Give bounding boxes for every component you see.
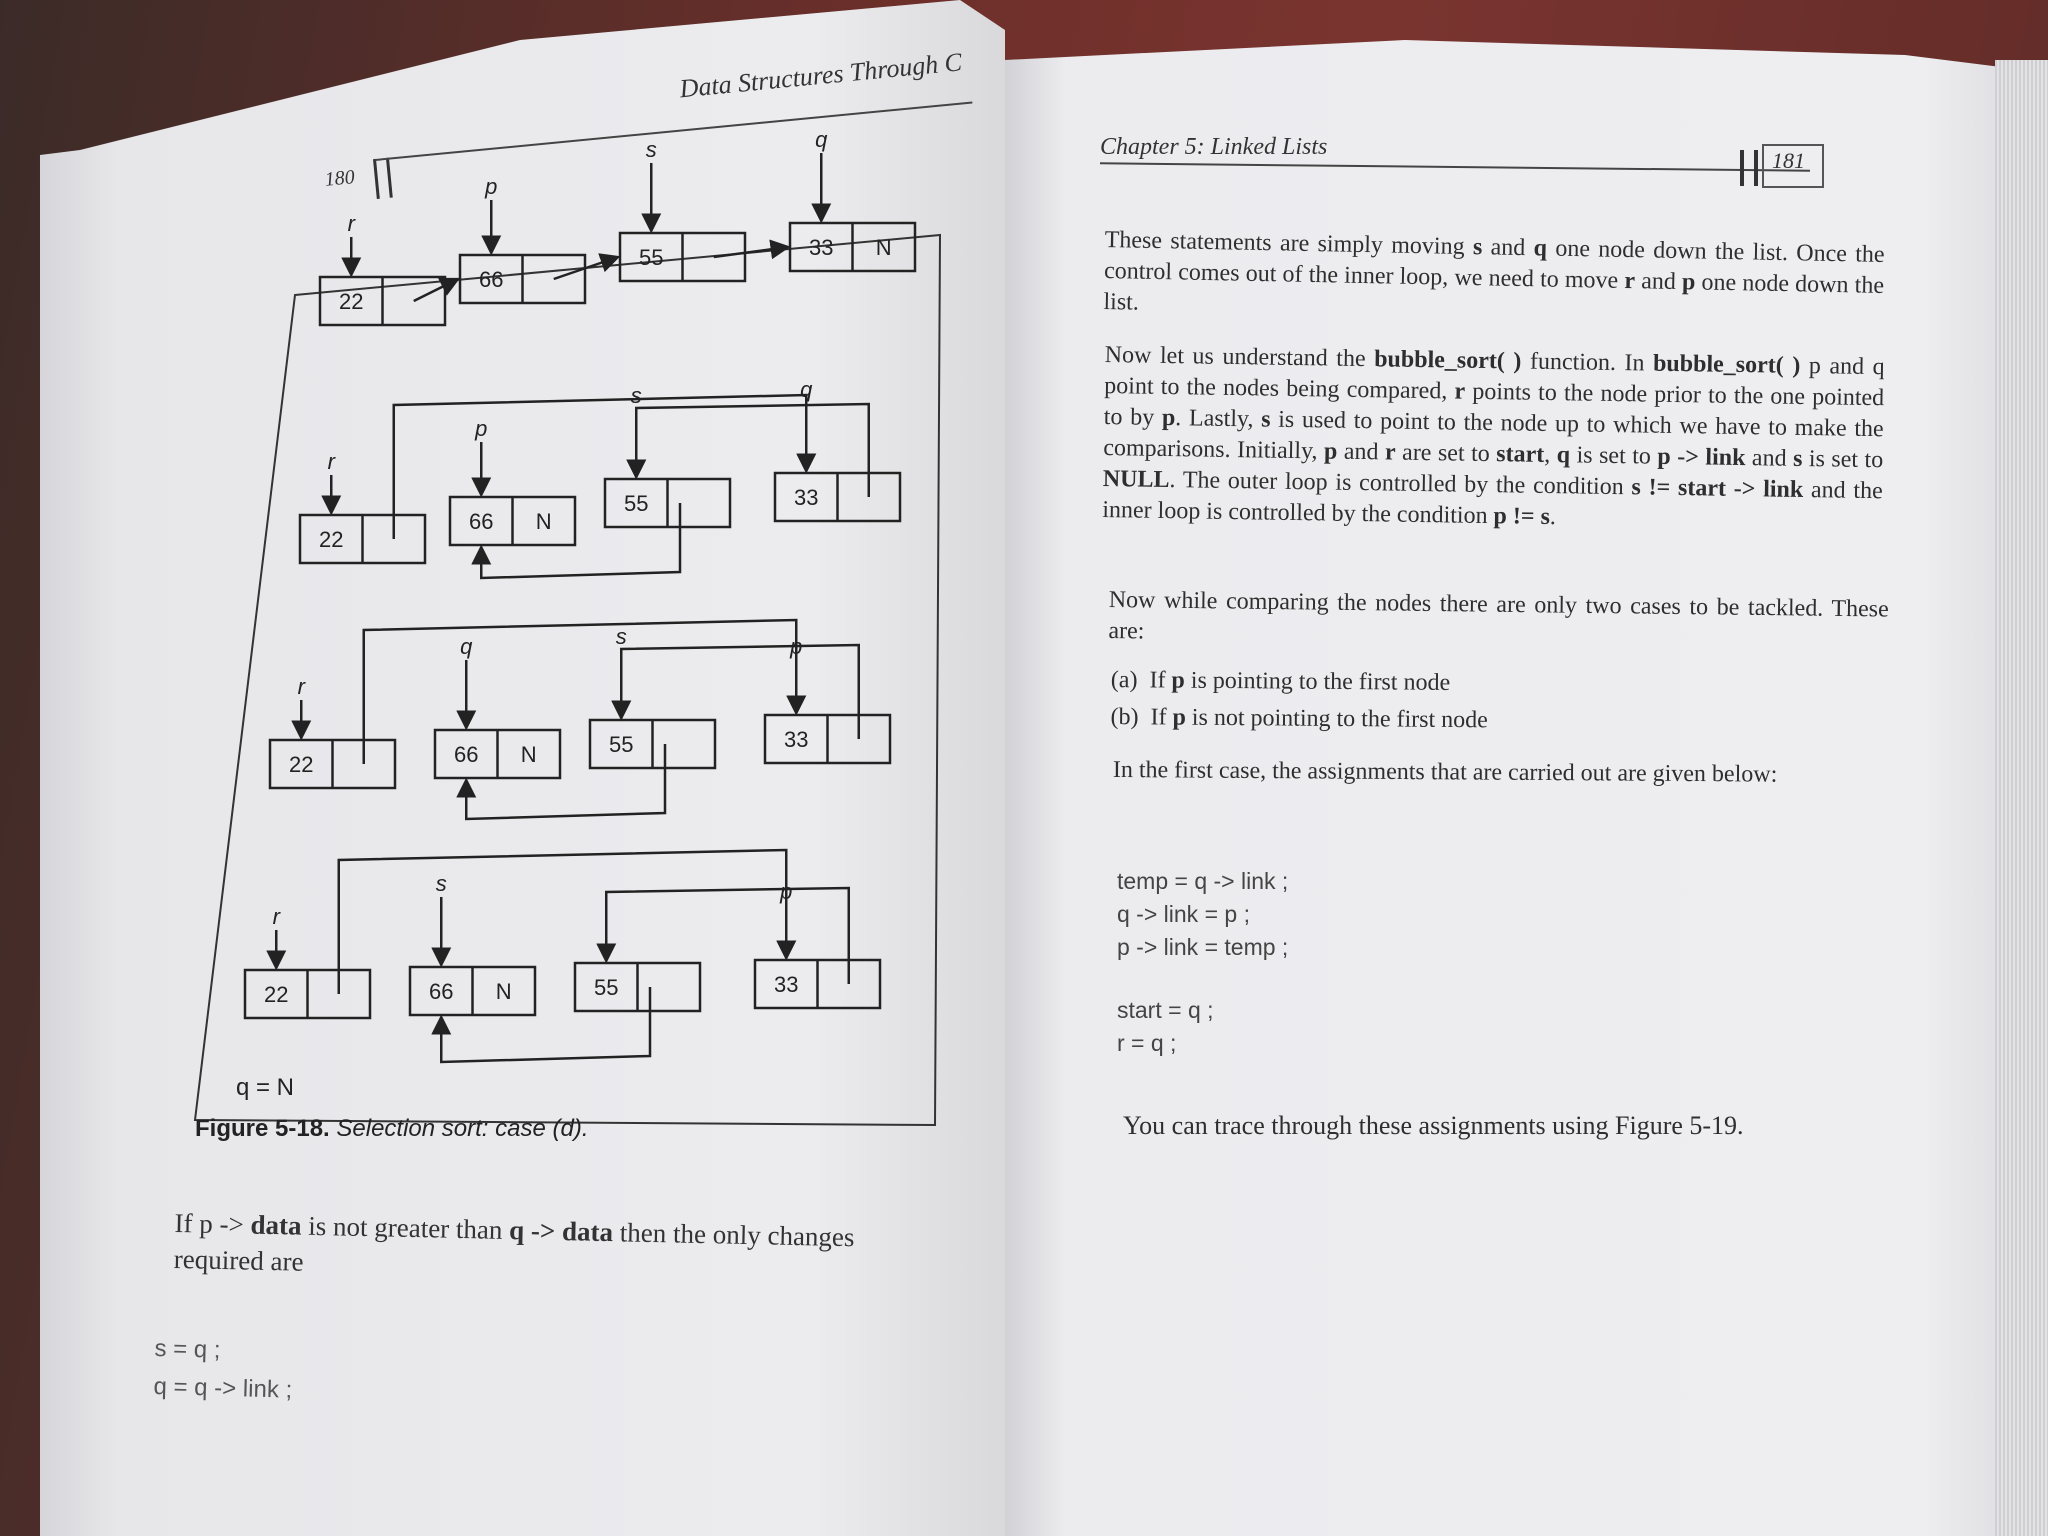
pointer-label-s: s <box>615 624 627 649</box>
text-run-bold: p <box>1161 404 1176 432</box>
code-line: q = q -> link ; <box>153 1372 293 1404</box>
node-value: 55 <box>594 975 619 1000</box>
node-value: 33 <box>809 235 834 260</box>
link-arrow <box>339 850 787 994</box>
text-run: Now let us understand the <box>1104 341 1375 373</box>
text-run: and <box>1634 268 1683 296</box>
pointer-label-q: q <box>800 377 813 402</box>
pointer-label-s: s <box>645 137 657 162</box>
left-page-number: 180 <box>323 166 356 191</box>
list-marker: (a) <box>1110 666 1138 694</box>
pointer-label-s: s <box>435 871 447 896</box>
pointer-label-r: r <box>272 904 280 929</box>
text-run-bold: p != s <box>1493 503 1551 531</box>
text-run: is set to <box>1569 442 1658 470</box>
pointer-label-p: p <box>780 879 793 904</box>
pointer-label-p: p <box>475 416 488 441</box>
link-arrow <box>394 395 807 539</box>
node-value: 22 <box>339 289 364 314</box>
link-arrow <box>481 503 680 578</box>
text-run-bold: r <box>1384 439 1396 466</box>
node-value: 22 <box>264 982 289 1007</box>
null-marker: N <box>495 979 512 1004</box>
text-run-bold: p <box>1171 667 1185 694</box>
node-value: 33 <box>774 972 799 997</box>
right-code-block <box>1117 865 1288 1060</box>
text-run: then the only changes required are <box>173 1217 855 1277</box>
code-line: s = q ; <box>154 1334 221 1364</box>
text-run-bold: s != start -> link <box>1631 474 1804 503</box>
case-list <box>1110 665 1891 746</box>
text-run: one node down the list. Once the control comes out of the inner loop, we need to move <box>1103 235 1885 294</box>
node-value: 22 <box>319 527 344 552</box>
text-run: and the inner loop is controlled by the condition <box>1102 476 1883 530</box>
link-arrow <box>714 247 788 257</box>
paragraph-4: In the first case, the assignments that are carried out are given below: <box>1112 756 1778 788</box>
left-running-title: Data Structures Through C <box>678 47 964 104</box>
node-value: 33 <box>784 727 809 752</box>
pointer-label-q: q <box>460 634 473 659</box>
right-page-header <box>1100 130 1820 190</box>
text-run-bold: q -> data <box>508 1215 614 1248</box>
null-marker: N <box>520 742 537 767</box>
code-line: p -> link = temp ; <box>1117 934 1289 960</box>
pointer-label-r: r <box>327 449 335 474</box>
text-run: function. In <box>1521 348 1654 377</box>
figure-caption-number: Figure 5-18. <box>195 1115 330 1142</box>
text-run-bold: bubble_sort( ) <box>1373 346 1522 375</box>
node-value: 55 <box>609 732 634 757</box>
text-run: If p -> <box>174 1207 251 1240</box>
link-arrow <box>636 404 869 497</box>
q-null-note: q = N <box>235 1074 295 1101</box>
link-arrow <box>364 620 797 764</box>
node-value: 33 <box>794 485 819 510</box>
code-line: start = q ; <box>1117 997 1214 1023</box>
text-run: If <box>1149 667 1172 694</box>
code-gap <box>1117 964 1288 994</box>
text-run: and <box>1337 438 1386 466</box>
text-run: p and q point to the nodes being compared, <box>1104 352 1885 405</box>
node-value: 66 <box>429 979 454 1004</box>
text-run-bold: r <box>1454 378 1466 405</box>
text-run: is pointing to the first node <box>1184 667 1451 696</box>
text-run-bold: bubble_sort( ) <box>1652 350 1801 379</box>
pointer-label-q: q <box>815 127 828 152</box>
header-bar-mark <box>1740 150 1758 186</box>
node-value: 55 <box>639 245 664 270</box>
list-item <box>1110 702 1890 740</box>
text-run-bold: p <box>1323 438 1338 465</box>
node-value: 22 <box>289 752 314 777</box>
text-run-bold: p <box>1172 704 1186 731</box>
pointer-label-r: r <box>297 674 305 699</box>
text-run-bold: NULL <box>1102 465 1170 494</box>
paragraph-5: You can trace through these assignments using Figure 5-19. <box>1123 1111 1744 1140</box>
text-run: , <box>1544 441 1557 469</box>
text-run-bold: q <box>1533 235 1548 262</box>
right-page-number: 181 <box>1772 148 1805 173</box>
left-code-block <box>153 1330 294 1410</box>
page-edges <box>1995 60 2048 1536</box>
text-run-bold: s <box>1472 234 1483 261</box>
text-run-bold: data <box>250 1209 302 1241</box>
header-rule <box>1100 162 1810 171</box>
link-arrow <box>606 888 849 984</box>
figure-caption-text: Selection sort: case (d). <box>336 1115 589 1142</box>
text-run-bold: p -> link <box>1657 443 1746 472</box>
text-run: are set to <box>1395 439 1497 468</box>
text-run-bold: s <box>1792 445 1803 472</box>
text-run: . <box>1549 504 1557 531</box>
header-bar-mark <box>373 158 393 199</box>
text-run-bold: p <box>1681 269 1696 296</box>
list-marker: (b) <box>1110 703 1139 731</box>
text-run: If <box>1150 704 1173 731</box>
node-value: 66 <box>454 742 479 767</box>
pointer-label-s: s <box>630 383 642 408</box>
paragraph-3: Now while comparing the nodes there are only two cases to be tackled. These are: <box>1108 586 1889 645</box>
code-line: q -> link = p ; <box>1117 901 1250 927</box>
text-run: and <box>1482 234 1534 262</box>
code-line: temp = q -> link ; <box>1117 868 1289 894</box>
text-run-bold: q <box>1556 442 1571 469</box>
text-run-bold: s <box>1260 406 1271 433</box>
node-value: 66 <box>469 509 494 534</box>
null-marker: N <box>875 235 892 260</box>
text-run: These statements are simply moving <box>1104 226 1474 261</box>
text-run: is used to point to the node up to which we have to make the comparisons. Initially, <box>1103 406 1884 465</box>
code-line: r = q ; <box>1117 1030 1177 1056</box>
text-run: is not greater than <box>301 1210 510 1246</box>
text-run: is set to <box>1802 445 1884 474</box>
text-run: is not pointing to the first node <box>1185 704 1488 734</box>
right-running-title: Chapter 5: Linked Lists <box>1100 134 1328 160</box>
text-run-bold: r <box>1624 267 1636 295</box>
link-arrow <box>466 744 665 819</box>
list-item <box>1111 665 1891 703</box>
text-run: one node down the list. <box>1103 269 1885 316</box>
text-run: . The outer loop is controlled by the condition <box>1169 467 1632 501</box>
text-run: points to the node prior to the one pointed to by <box>1103 378 1885 431</box>
link-arrow <box>621 645 859 739</box>
pointer-label-p: p <box>790 634 803 659</box>
figure-caption <box>195 1115 589 1143</box>
text-run: and <box>1745 445 1794 472</box>
paragraph-1 <box>1103 225 1885 333</box>
text-run-bold: start <box>1496 441 1545 468</box>
pointer-label-p: p <box>485 174 498 199</box>
paragraph-2 <box>1102 340 1885 538</box>
node-value: 55 <box>624 491 649 516</box>
pointer-label-r: r <box>347 211 355 236</box>
null-marker: N <box>535 509 552 534</box>
node-value: 66 <box>479 267 504 292</box>
text-run: . Lastly, <box>1175 405 1262 433</box>
